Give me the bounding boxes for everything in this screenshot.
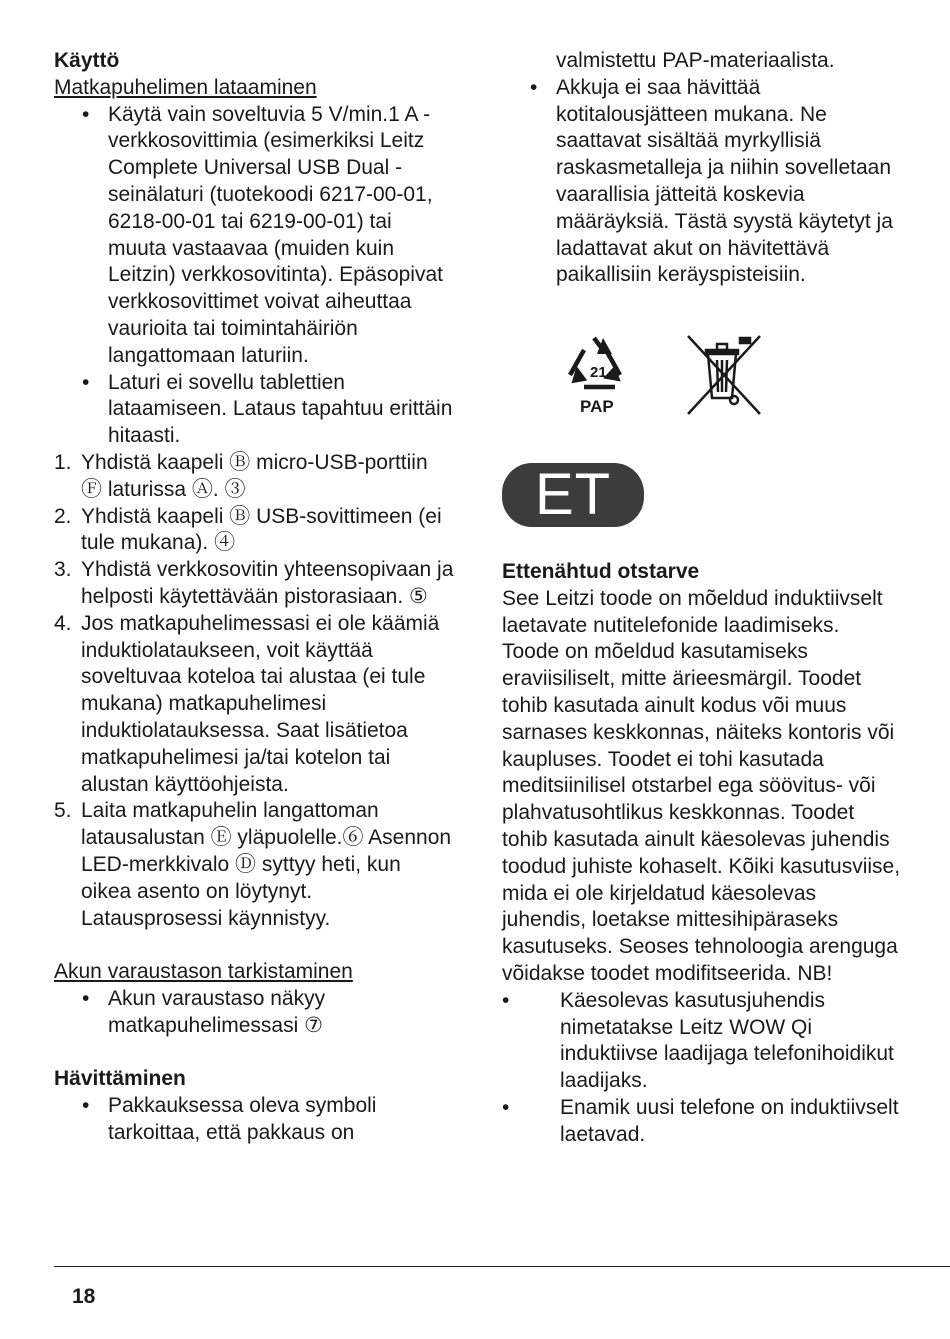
- step-text: Laita matkapuhelin langattoman latausalustan Ⓔ yläpuolelle.⑥ Asennon LED-merkkivalo Ⓓ syttyy heti, kun oikea asento on löytynyt. Latausprosessi käynnistyy.: [81, 799, 452, 930]
- step-number: 5.: [54, 799, 72, 823]
- step-text: Yhdistä verkkosovitin yhteensopivaan ja helposti käytettävään pistorasiaan. ⑤: [81, 558, 454, 608]
- list-item: • Laturi ei sovellu tablettien lataamiseen. Lataus tapahtuu erittäin hitaasti.: [54, 370, 454, 450]
- right-column-top: [502, 48, 902, 289]
- footer-divider: [54, 1266, 950, 1267]
- charging-steps-list: [54, 450, 454, 932]
- charging-bullet-list: [54, 102, 454, 450]
- battery-bullet-list: [54, 986, 454, 1040]
- crossed-out-bin-icon: [684, 332, 764, 418]
- step-number: 2.: [54, 504, 72, 528]
- list-item: • Akun varaustaso näkyy matkapuhelimessasi ⑦: [54, 986, 454, 1040]
- step-text: Yhdistä kaapeli Ⓑ USB-sovittimeen (ei tule mukana). ④: [81, 504, 442, 555]
- list-item: • Pakkauksessa oleva symboli tarkoittaa, että pakkaus on: [54, 1093, 454, 1147]
- step-item: [54, 450, 454, 504]
- subheading-phone-charging: Matkapuhelimen lataaminen: [54, 75, 317, 99]
- step-item: [54, 557, 454, 611]
- intended-use-bullet-list: [502, 988, 902, 1149]
- section-heading-use: Käyttö: [54, 49, 120, 72]
- step-item: [54, 504, 454, 558]
- step-text: Jos matkapuhelimessasi ei ole käämiä induktiolataukseen, voit käyttää soveltuvaa koteloa tai alustaa (ei tule mukana) matkapuhelimesi induktiolatauksessa. Saat lisätietoa matkapuhelimesi ja/tai kotelon tai alustan käyttöohjeista.: [81, 611, 440, 796]
- subheading-battery-level: Akun varaustason tarkistaminen: [54, 960, 353, 984]
- step-text: Yhdistä kaapeli Ⓑ micro-USB-porttiin Ⓕ laturissa Ⓐ. ③: [81, 450, 428, 501]
- spacer: [54, 1039, 454, 1066]
- step-number: 4.: [54, 611, 72, 635]
- disposal-bullet-list: [54, 1093, 454, 1147]
- recycle-label: PAP: [580, 397, 614, 416]
- list-item-continuation: valmistettu PAP-materiaalista.: [556, 49, 835, 72]
- language-badge-et: ET: [502, 463, 644, 527]
- disposal-symbols: [560, 332, 780, 422]
- list-item: • Käytä vain soveltuvia 5 V/min.1 A -verkkosovittimia (esimerkiksi Leitz Complete Universal USB Dual -seinälaturi (tuotekoodi 6217-00-01, 6218-00-01 tai 6219-00-01) tai muuta vastaavaa (muiden kuin Leitzin) verkkosovitinta). Epäsopivat verkkosovittimet voivat aiheuttaa vaurioita tai toimintahäiriön langattomaan laturiin.: [54, 102, 454, 370]
- step-number: 3.: [54, 558, 72, 582]
- section-heading-intended-use: Ettenähtud otstarve: [502, 560, 700, 583]
- section-heading-disposal: Hävittäminen: [54, 1067, 186, 1091]
- recycle-code: 21: [590, 364, 607, 381]
- intended-use-paragraph: See Leitzi toode on mõeldud induktiivselt laetavate nutitelefonide laadimiseks. Toode on mõeldud kasutamiseks eraviisiliselt, mitte ärieesmärgil. Toodet tohib kasutada ainult kodus või muus sarnases keskkonnas, näiteks kontoris või kaupluses. Toodet ei tohi kasutada meditsiinilisel otstarbel ega söövitus- või plahvatusohtlikus keskkonnas. Toodet tohib kasutada ainult käesolevas juhendis toodud juhiste kohaselt. Kõiki kasutusviise, mida ei ole kirjeldatud käesolevas juhendis, loetakse mittesihipäraseks kasutuseks. Seoses tehnoloogia arenguga võidakse toodet modifitseerida. NB!: [502, 586, 901, 985]
- disposal-bullet-list-continued: [502, 48, 902, 289]
- list-item: • Käesolevas kasutusjuhendis nimetatakse Leitz WOW Qi induktiivse laadijaga telefonihoidikut laadijaks.: [502, 988, 902, 1095]
- list-item: • Akkuja ei saa hävittää kotitalousjätteen mukana. Ne saattavat sisältää myrkyllisiä raskasmetalleja ja niihin sovelletaan vaarallisia jätteitä koskevia määräyksiä. Tästä syystä käytetyt ja ladattavat akut on hävitettävä paikallisiin keräyspisteisiin.: [502, 75, 902, 289]
- page-number: 18: [72, 1285, 96, 1308]
- step-item: [54, 798, 454, 932]
- step-number: 1.: [54, 450, 72, 474]
- spacer: [54, 932, 454, 959]
- step-item: [54, 611, 454, 799]
- list-item: • Enamik uusi telefone on induktiivselt laetavad.: [502, 1095, 902, 1149]
- left-column: [54, 48, 454, 1147]
- right-column-estonian: [502, 559, 902, 1149]
